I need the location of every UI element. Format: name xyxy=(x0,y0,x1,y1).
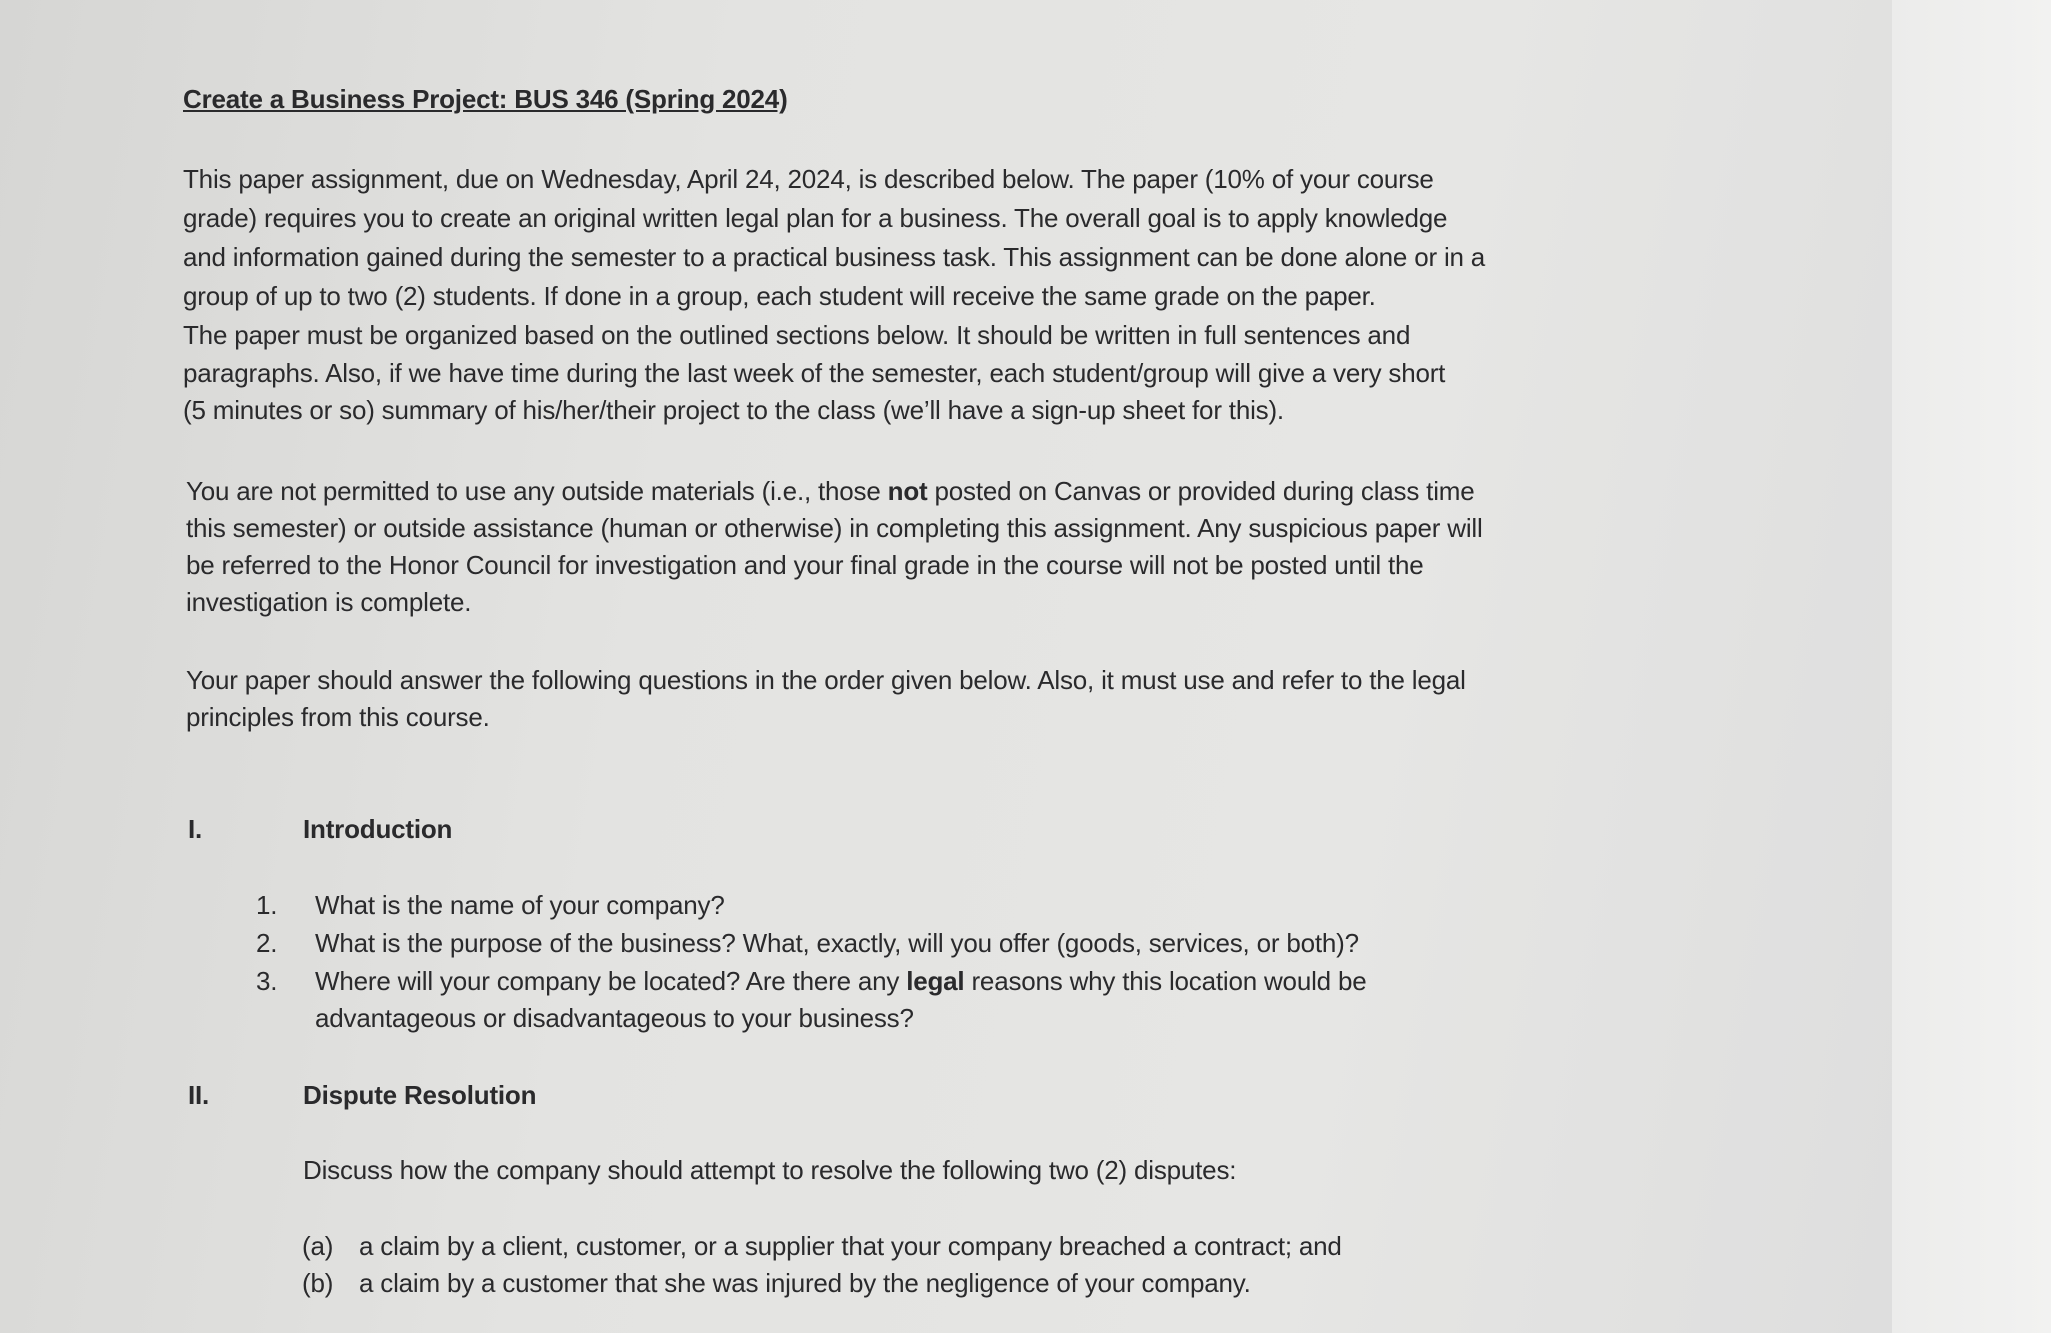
dispute-label: (b) xyxy=(302,1268,334,1298)
paragraph-line: and information gained during the semester to a practical business task. This assignment can be done alone or in a xyxy=(183,242,1486,272)
paragraph-outside-materials-line xyxy=(186,476,1475,507)
section-1-heading: Introduction xyxy=(303,814,453,844)
paragraph-line: this semester) or outside assistance (human or otherwise) in completing this assignment. Any suspicious paper will xyxy=(186,513,1483,543)
emphasis-not: not xyxy=(887,476,928,506)
question-number: 1. xyxy=(256,890,278,920)
section-2-numeral: II. xyxy=(188,1080,210,1110)
paragraph-line: The paper must be organized based on the outlined sections below. It should be written in full sentences and xyxy=(183,320,1411,350)
document-title: Create a Business Project: BUS 346 (Spring 2024) xyxy=(183,84,788,114)
paragraph-line: Your paper should answer the following questions in the order given below. Also, it must use and refer to the legal xyxy=(186,665,1466,695)
dispute-label: (a) xyxy=(302,1231,334,1261)
dispute-text: a claim by a customer that she was injured by the negligence of your company. xyxy=(359,1268,1251,1298)
background-surface xyxy=(1892,0,2051,1333)
paragraph-line: (5 minutes or so) summary of his/her/their project to the class (we’ll have a sign-up sheet for this). xyxy=(183,395,1284,425)
paragraph-line: This paper assignment, due on Wednesday, April 24, 2024, is described below. The paper (10% of your course xyxy=(183,164,1434,194)
question-text: What is the name of your company? xyxy=(315,890,725,920)
question-number: 2. xyxy=(256,928,278,958)
question-text: What is the purpose of the business? What, exactly, will you offer (goods, services, or both)? xyxy=(315,928,1359,958)
section-2-heading: Dispute Resolution xyxy=(303,1080,537,1110)
question-3-number: 3. xyxy=(256,966,278,996)
dispute-text: a claim by a client, customer, or a supplier that your company breached a contract; and xyxy=(359,1231,1342,1261)
section-1-numeral: I. xyxy=(188,814,203,844)
paragraph-line: principles from this course. xyxy=(186,702,490,732)
question-3-text-cont: advantageous or disadvantageous to your business? xyxy=(315,1003,914,1033)
section-2-intro: Discuss how the company should attempt to resolve the following two (2) disputes: xyxy=(303,1155,1237,1185)
text: reasons why this location would be xyxy=(964,966,1367,996)
paragraph-line: grade) requires you to create an original written legal plan for a business. The overall goal is to apply knowledge xyxy=(183,203,1448,233)
paragraph-line: paragraphs. Also, if we have time during the last week of the semester, each student/group will give a very short xyxy=(183,357,1446,388)
question-3-text xyxy=(315,966,1366,997)
paragraph-line: investigation is complete. xyxy=(186,587,472,617)
paragraph-line: group of up to two (2) students. If done in a group, each student will receive the same grade on the paper. xyxy=(183,281,1376,311)
text: You are not permitted to use any outside materials (i.e., those xyxy=(186,476,888,506)
paragraph-line: be referred to the Honor Council for investigation and your final grade in the course will not be posted until the xyxy=(186,550,1424,580)
emphasis-legal: legal xyxy=(906,966,965,996)
text: Where will your company be located? Are there any xyxy=(315,966,907,996)
text: posted on Canvas or provided during class time xyxy=(927,476,1475,506)
